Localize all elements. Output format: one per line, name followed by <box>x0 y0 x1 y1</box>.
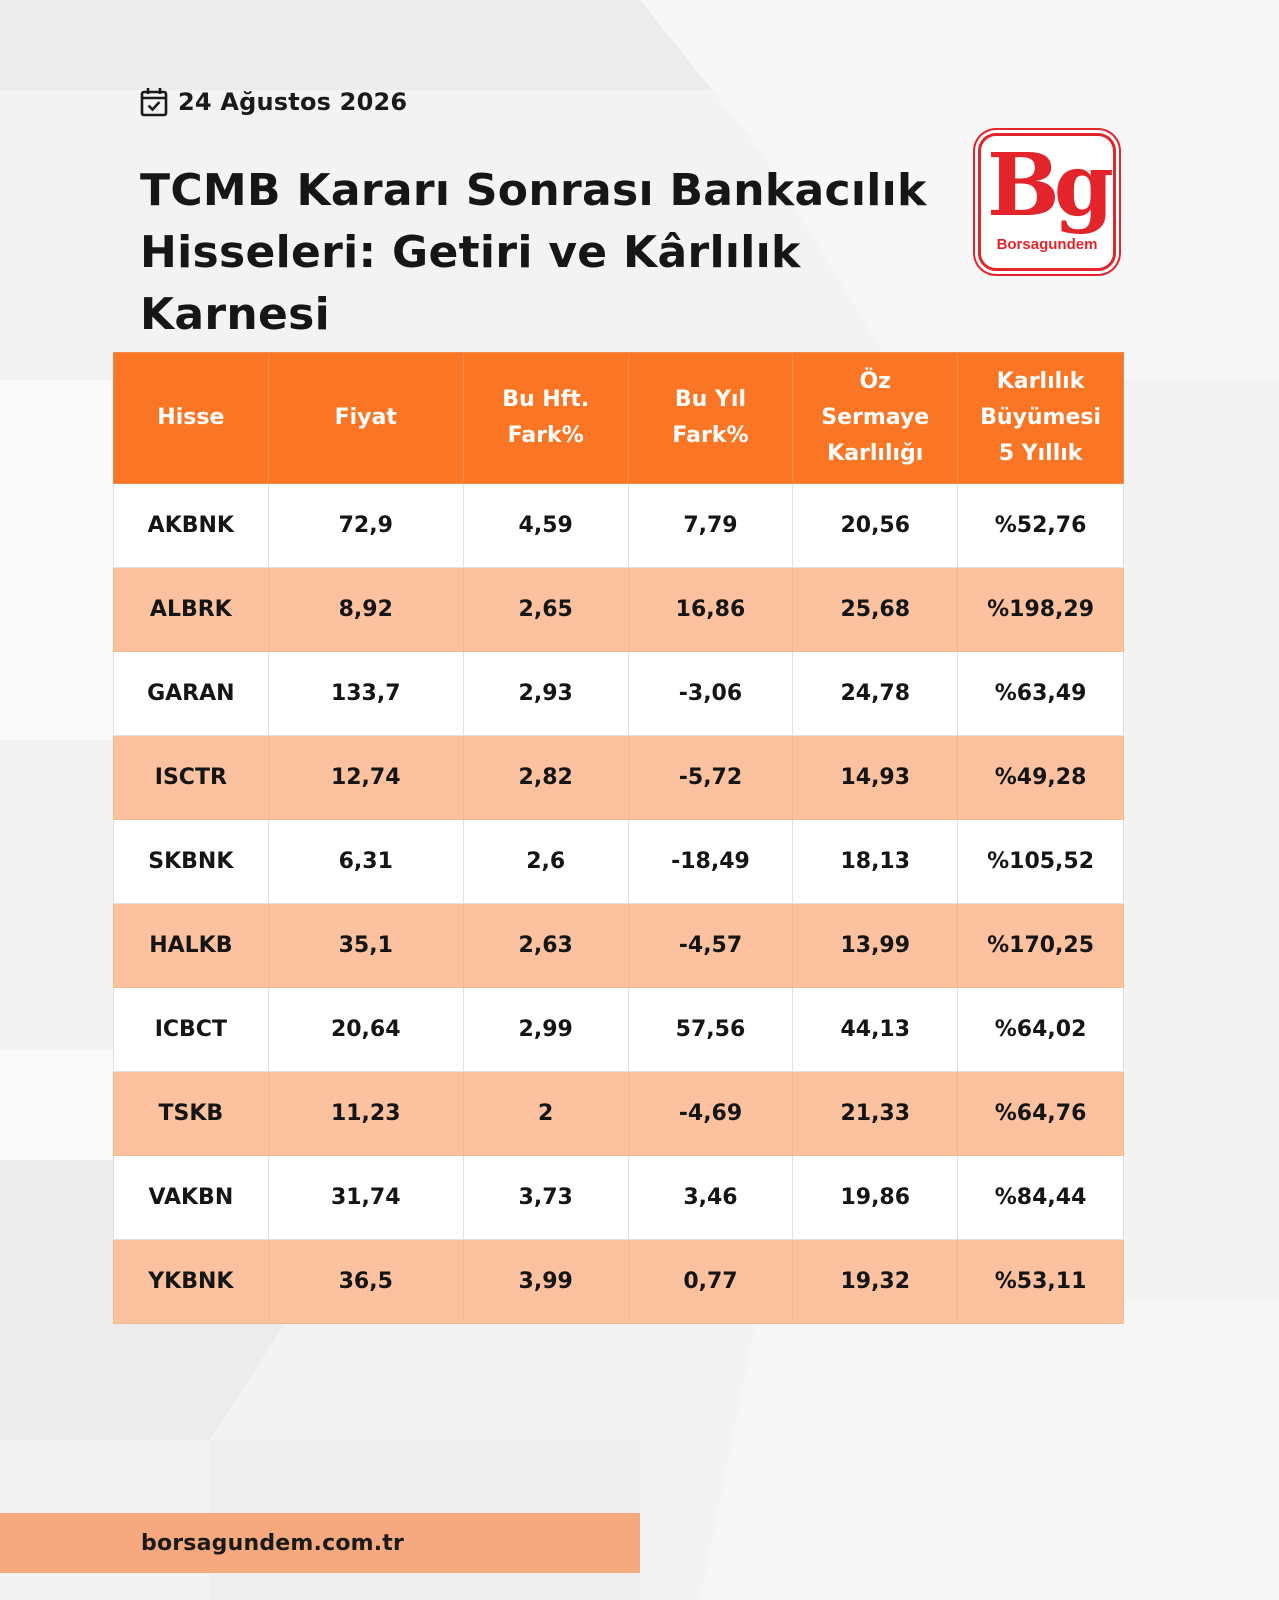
footer-website-link[interactable]: borsagundem.com.tr <box>141 1530 405 1556</box>
cell-roe: 13,99 <box>793 904 958 988</box>
cell-weekly-change: 2,6 <box>463 820 628 904</box>
table-row <box>114 736 1124 820</box>
cell-yearly-change: 7,79 <box>628 484 793 568</box>
cell-profit-growth: %198,29 <box>958 568 1124 652</box>
cell-fiyat: 36,5 <box>268 1240 463 1324</box>
cell-roe: 19,86 <box>793 1156 958 1240</box>
cell-yearly-change: 16,86 <box>628 568 793 652</box>
cell-profit-growth: %170,25 <box>958 904 1124 988</box>
date-row <box>140 86 407 118</box>
cell-hisse: YKBNK <box>114 1240 269 1324</box>
brand-logo-mark: Bg <box>987 135 1108 236</box>
cell-yearly-change: 57,56 <box>628 988 793 1072</box>
cell-fiyat: 133,7 <box>268 652 463 736</box>
cell-fiyat: 31,74 <box>268 1156 463 1240</box>
cell-profit-growth: %64,02 <box>958 988 1124 1072</box>
footer-bar <box>0 1513 640 1573</box>
cell-fiyat: 8,92 <box>268 568 463 652</box>
cell-weekly-change: 2,99 <box>463 988 628 1072</box>
cell-weekly-change: 3,73 <box>463 1156 628 1240</box>
cell-weekly-change: 4,59 <box>463 484 628 568</box>
cell-yearly-change: -5,72 <box>628 736 793 820</box>
header-roe: Öz Sermaye Karlılığı <box>793 353 958 484</box>
cell-profit-growth: %52,76 <box>958 484 1124 568</box>
header-yearly-change: Bu Yıl Fark% <box>628 353 793 484</box>
cell-hisse: GARAN <box>114 652 269 736</box>
cell-profit-growth: %49,28 <box>958 736 1124 820</box>
cell-weekly-change: 2,63 <box>463 904 628 988</box>
table-row <box>114 988 1124 1072</box>
cell-weekly-change: 2,93 <box>463 652 628 736</box>
cell-hisse: ALBRK <box>114 568 269 652</box>
page-title <box>140 160 940 346</box>
brand-logo <box>978 133 1116 271</box>
header-hisse: Hisse <box>114 353 269 484</box>
cell-roe: 14,93 <box>793 736 958 820</box>
table-row <box>114 1156 1124 1240</box>
cell-roe: 19,32 <box>793 1240 958 1324</box>
table-header-row <box>114 353 1124 484</box>
cell-profit-growth: %64,76 <box>958 1072 1124 1156</box>
cell-hisse: SKBNK <box>114 820 269 904</box>
table-row <box>114 652 1124 736</box>
date-label: 24 Ağustos 2026 <box>178 88 408 116</box>
cell-yearly-change: -4,57 <box>628 904 793 988</box>
cell-fiyat: 6,31 <box>268 820 463 904</box>
header-profit-growth: Karlılık Büyümesi 5 Yıllık <box>958 353 1124 484</box>
header-fiyat: Fiyat <box>268 353 463 484</box>
cell-hisse: ISCTR <box>114 736 269 820</box>
calendar-check-icon <box>140 87 168 117</box>
cell-profit-growth: %63,49 <box>958 652 1124 736</box>
cell-hisse: TSKB <box>114 1072 269 1156</box>
table-row <box>114 484 1124 568</box>
cell-roe: 21,33 <box>793 1072 958 1156</box>
cell-roe: 18,13 <box>793 820 958 904</box>
table-row <box>114 820 1124 904</box>
cell-yearly-change: -3,06 <box>628 652 793 736</box>
cell-yearly-change: 0,77 <box>628 1240 793 1324</box>
cell-fiyat: 20,64 <box>268 988 463 1072</box>
cell-hisse: AKBNK <box>114 484 269 568</box>
cell-roe: 24,78 <box>793 652 958 736</box>
cell-weekly-change: 2 <box>463 1072 628 1156</box>
cell-weekly-change: 2,82 <box>463 736 628 820</box>
table-row <box>114 1072 1124 1156</box>
cell-profit-growth: %53,11 <box>958 1240 1124 1324</box>
header-weekly-change: Bu Hft. Fark% <box>463 353 628 484</box>
cell-profit-growth: %105,52 <box>958 820 1124 904</box>
page-title-line-1: TCMB Kararı Sonrası Bankacılık <box>140 165 927 216</box>
cell-hisse: VAKBN <box>114 1156 269 1240</box>
brand-logo-name: Borsagundem <box>996 236 1098 253</box>
cell-yearly-change: -18,49 <box>628 820 793 904</box>
table-row <box>114 904 1124 988</box>
cell-roe: 44,13 <box>793 988 958 1072</box>
table-row <box>114 568 1124 652</box>
page-title-line-2: Hisseleri: Getiri ve Kârlılık Karnesi <box>140 227 801 340</box>
bank-stocks-table <box>113 352 1124 1324</box>
cell-profit-growth: %84,44 <box>958 1156 1124 1240</box>
table-row <box>114 1240 1124 1324</box>
cell-yearly-change: -4,69 <box>628 1072 793 1156</box>
cell-weekly-change: 2,65 <box>463 568 628 652</box>
cell-fiyat: 72,9 <box>268 484 463 568</box>
cell-hisse: HALKB <box>114 904 269 988</box>
cell-roe: 25,68 <box>793 568 958 652</box>
cell-weekly-change: 3,99 <box>463 1240 628 1324</box>
cell-roe: 20,56 <box>793 484 958 568</box>
cell-hisse: ICBCT <box>114 988 269 1072</box>
cell-fiyat: 11,23 <box>268 1072 463 1156</box>
cell-fiyat: 35,1 <box>268 904 463 988</box>
cell-fiyat: 12,74 <box>268 736 463 820</box>
cell-yearly-change: 3,46 <box>628 1156 793 1240</box>
